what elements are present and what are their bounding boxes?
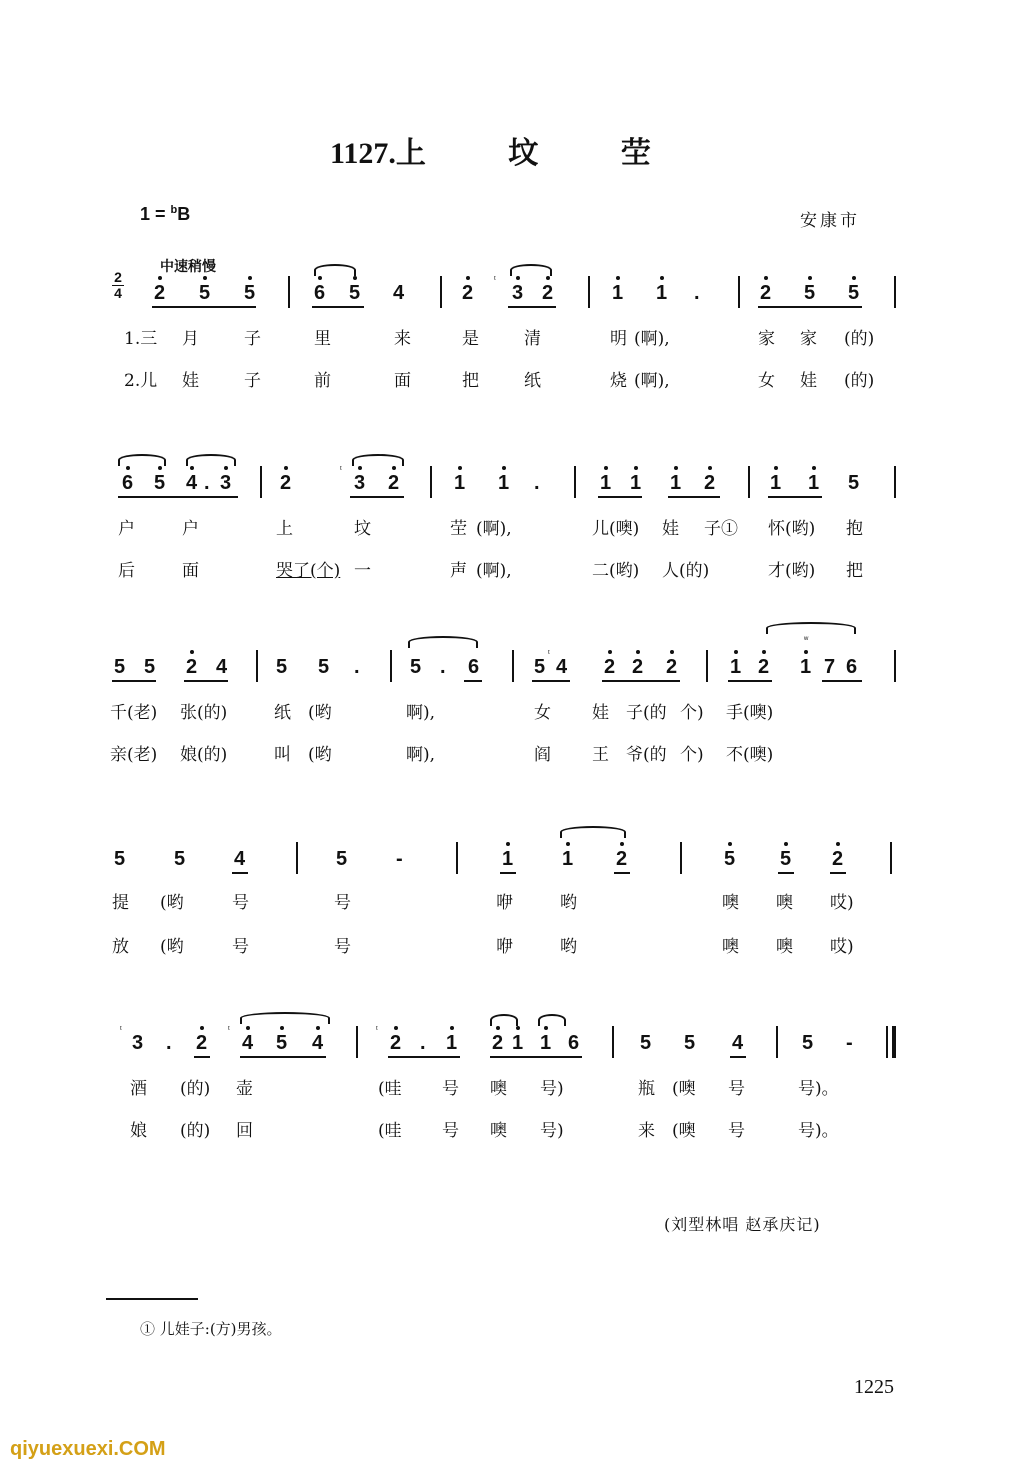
note: 5 (640, 1032, 652, 1054)
dash: - (846, 1032, 853, 1054)
note: 1 (612, 282, 624, 304)
note: 5 (114, 848, 126, 870)
slur (186, 454, 236, 466)
note: 5 (804, 282, 816, 304)
staff-line-1 (104, 272, 904, 316)
lyrics-line-4-verse-1: 提 (哟 号 号 咿 哟 噢 噢 哎) (112, 893, 854, 913)
watermark (10, 1438, 166, 1461)
barline (706, 650, 708, 682)
note: 5 (318, 656, 330, 678)
note: 3 (512, 282, 524, 304)
note: 1 (770, 472, 782, 494)
note: 1 (498, 472, 510, 494)
barline (256, 650, 258, 682)
note: 2 (280, 472, 292, 494)
note: 1 (630, 472, 642, 494)
note: 2 (154, 282, 166, 304)
note: 5 (534, 656, 546, 678)
slur (314, 264, 356, 276)
note: 5 (848, 472, 860, 494)
barline (890, 842, 892, 874)
barline (574, 466, 576, 498)
note: 6 (468, 656, 480, 678)
note: 6 (846, 656, 858, 678)
note: 2 (704, 472, 716, 494)
lyrics-line-3-verse-2: 亲(老) 娘(的) 叫 (哟 啊), 阎 王 爷(的 个) 不(噢) (110, 745, 774, 765)
slur (352, 454, 404, 466)
note: 5 (244, 282, 256, 304)
slur (118, 454, 166, 466)
note: 2 (758, 656, 770, 678)
rest-dot: . (694, 282, 700, 304)
barline (588, 276, 590, 308)
note: 1 (512, 1032, 524, 1054)
note: 2 (390, 1032, 402, 1054)
note: 6 (568, 1032, 580, 1054)
grace-note: ᵗ (228, 1024, 230, 1034)
note: 5 (174, 848, 186, 870)
note: 2 (462, 282, 474, 304)
staff-line-5: ᵗ 3 . 2 ᵗ 4 5 4 ᵗ 2 . 1 2 1 1 6 5 5 4 5 - (104, 1022, 904, 1066)
grace-note: ᵗ (494, 274, 496, 284)
note: 1 (600, 472, 612, 494)
note: 2 (186, 656, 198, 678)
note: 3 (354, 472, 366, 494)
lyrics-line-1-verse-2: 2.儿 娃 子 前 面 把 纸 烧 (啊), 女 娃 (的) (124, 371, 875, 391)
grace-note: ᵗ (548, 648, 550, 658)
note: 1 (562, 848, 574, 870)
barline (886, 1026, 888, 1058)
note: 2 (542, 282, 554, 304)
lyrics-line-5-verse-2: 娘 (的) 回 (哇 号 噢 号) 来 (噢 号 号)。 (130, 1121, 839, 1141)
slur (560, 826, 626, 838)
slur (240, 1012, 330, 1024)
note: 2 (492, 1032, 504, 1054)
lyrics-line-5-verse-1: 酒 (的) 壶 (哇 号 噢 号) 瓶 (噢 号 号)。 (130, 1079, 839, 1099)
song-title (330, 128, 687, 172)
barline (390, 650, 392, 682)
staff-line-2: 6 5 4 . 3 2 ᵗ 3 2 1 1 . 1 1 1 2 1 1 5 (104, 462, 904, 506)
note: 5 (154, 472, 166, 494)
slur (490, 1014, 518, 1026)
barline (894, 650, 896, 682)
note: 6 (314, 282, 326, 304)
time-signature: 2 4 (112, 270, 124, 301)
note: 4 (242, 1032, 254, 1054)
key-signature: 1 = $^b$B (140, 204, 191, 224)
note: 1 (540, 1032, 552, 1054)
barline (430, 466, 432, 498)
lyrics-line-1-verse-1: 1.三 月 子 里 来 是 清 明 (啊), 家 家 (的) (124, 329, 875, 349)
slur (538, 1014, 566, 1026)
barline (894, 466, 896, 498)
note: 5 (276, 656, 288, 678)
note: 4 (556, 656, 568, 678)
slur (766, 622, 856, 634)
note: 4 (216, 656, 228, 678)
watermark-text: qiyuexuexi.COM (10, 1438, 166, 1460)
lyrics-line-2-verse-1: 户 户 上 坟 茔 (啊), 儿(噢) 娃 子① 怀(哟) 抱 (118, 519, 863, 539)
lyrics-line-3-verse-1: 千(老) 张(的) 纸 (哟 啊), 女 娃 子(的 个) 手(噢) (110, 703, 774, 723)
note: 4 (234, 848, 246, 870)
staff-line-4 (104, 838, 904, 882)
barline (748, 466, 750, 498)
note: 5 (848, 282, 860, 304)
note: 1 (730, 656, 742, 678)
note: 4 (312, 1032, 324, 1054)
barline (356, 1026, 358, 1058)
note: 2 (388, 472, 400, 494)
note: 2 (666, 656, 678, 678)
note: 5 (724, 848, 736, 870)
note: 5 (276, 1032, 288, 1054)
note: 2 (632, 656, 644, 678)
note: 4 (186, 472, 198, 494)
note: 5 (336, 848, 348, 870)
note: 3 (132, 1032, 144, 1054)
note: 2 (196, 1032, 208, 1054)
grace-note: ᵗ (340, 464, 342, 474)
barline (456, 842, 458, 874)
note: 1 (800, 656, 812, 678)
lyrics-line-2-verse-2: 后 面 哭了(个) 一 声 (啊), 二(哟) 人(的) 才(哟) 把 (118, 561, 863, 581)
staff-line-3: 5 5 2 4 5 5 . 5 . 6 5 ᵗ 4 2 2 2 1 2 ʷ 1 7 6 (104, 646, 904, 690)
note: 6 (122, 472, 134, 494)
flat-sign: b (170, 204, 178, 216)
note: 5 (410, 656, 422, 678)
note: 5 (199, 282, 211, 304)
barline (440, 276, 442, 308)
note: 4 (732, 1032, 744, 1054)
note: 2 (616, 848, 628, 870)
slur (408, 636, 478, 648)
note: 1 (446, 1032, 458, 1054)
note: 1 (454, 472, 466, 494)
credits: (刘型林唱 赵承庆记) (664, 1215, 821, 1234)
song-name: 上 坟 茔 (395, 136, 687, 171)
barline (776, 1026, 778, 1058)
note: 5 (802, 1032, 814, 1054)
barline (288, 276, 290, 308)
note: 5 (114, 656, 126, 678)
grace-note: ᵗ (376, 1024, 378, 1034)
dash: - (396, 848, 403, 870)
tempo-marking: 中速稍慢 (160, 259, 216, 275)
note: 4 (393, 282, 405, 304)
footnote: ① 儿娃子:(方)男孩。 (140, 1320, 282, 1338)
final-barline (892, 1026, 896, 1058)
note: 1 (670, 472, 682, 494)
lyrics-line-4-verse-2: 放 (哟 号 号 咿 哟 噢 噢 哎) (112, 937, 854, 957)
note: 1 (656, 282, 668, 304)
note: 5 (144, 656, 156, 678)
barline (296, 842, 298, 874)
note: 2 (604, 656, 616, 678)
note: 1 (808, 472, 820, 494)
note: 3 (220, 472, 232, 494)
note: 1 (502, 848, 514, 870)
note: 5 (349, 282, 361, 304)
grace-note: ᵗ (120, 1024, 122, 1034)
barline (612, 1026, 614, 1058)
barline (260, 466, 262, 498)
note: 2 (760, 282, 772, 304)
slur (510, 264, 552, 276)
song-number: 1127. (330, 137, 396, 170)
barline (512, 650, 514, 682)
note: 5 (780, 848, 792, 870)
barline (680, 842, 682, 874)
place-label: 安康市 (800, 211, 860, 231)
page-number: 1225 (854, 1376, 894, 1398)
footnote-divider (106, 1298, 198, 1300)
barline (738, 276, 740, 308)
barline (894, 276, 896, 308)
note: 2 (832, 848, 844, 870)
note: 5 (684, 1032, 696, 1054)
trill-mark: ʷ (804, 634, 809, 644)
note: 7 (824, 656, 836, 678)
